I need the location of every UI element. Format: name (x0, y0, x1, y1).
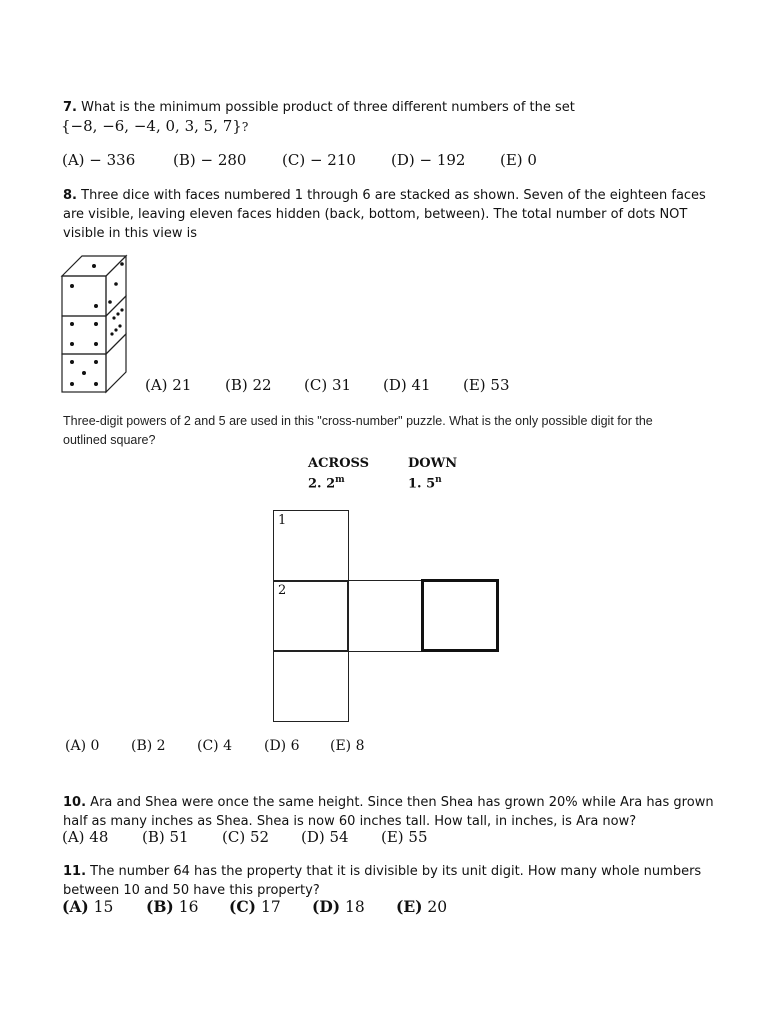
down-clue-text: 1. 5$^n$ (408, 475, 442, 492)
q8-line3: visible in this view is (63, 226, 197, 241)
q9-choices (0, 738, 768, 758)
dice-stack-figure (58, 254, 130, 396)
q11-choice-c: (C) 17 (229, 897, 281, 916)
q10-number: 10. (63, 795, 87, 810)
dot (94, 342, 98, 346)
q10-choice-e: (E) 55 (381, 828, 428, 846)
q8-choice-b: (B) 22 (225, 376, 272, 394)
q10-choice-d: (D) 54 (301, 828, 349, 846)
dot (70, 360, 74, 364)
q7-set (61, 117, 248, 135)
dot (94, 304, 98, 308)
dot (116, 312, 119, 315)
q7-text (63, 98, 743, 117)
q11-line2: between 10 and 50 have this property? (63, 883, 320, 898)
across-label: ACROSS (308, 456, 370, 471)
q9-choice-b: (B) 2 (131, 738, 166, 754)
q7-number: 7. (63, 100, 77, 115)
dot (120, 262, 124, 266)
dot (110, 332, 113, 335)
q9-line1: Three-digit powers of 2 and 5 are used in this "cross-number" puzzle. What is the only possible digit for the (63, 414, 653, 428)
dot (118, 324, 121, 327)
grid-cell-1 (273, 510, 349, 582)
grid-cell-bottom (273, 650, 349, 722)
q9-choice-e: (E) 8 (330, 738, 365, 754)
q10-text (63, 793, 753, 831)
dot (94, 322, 98, 326)
down-label: DOWN (408, 456, 458, 471)
q9-choice-a: (A) 0 (65, 738, 100, 754)
q7-qmark: ? (241, 120, 249, 134)
dot (120, 308, 123, 311)
dot (94, 360, 98, 364)
q7-choice-c: (C) − 210 (282, 151, 356, 169)
dot (70, 322, 74, 326)
q8-text (63, 186, 753, 243)
q10-choice-b: (B) 51 (142, 828, 189, 846)
q7-set-values: {−8, −6, −4, 0, 3, 5, 7} (61, 117, 242, 135)
q11-line1: The number 64 has the property that it is divisible by its unit digit. How many whole numbers (90, 864, 702, 879)
dot (70, 284, 74, 288)
grid-cell-2 (273, 580, 349, 652)
dot (82, 371, 86, 375)
q10-line2: half as many inches as Shea. Shea is now 60 inches tall. How tall, in inches, is Ara now? (63, 814, 637, 829)
dot (112, 316, 115, 319)
q7-choice-d: (D) − 192 (391, 151, 466, 169)
q7-choice-a: (A) − 336 (62, 151, 136, 169)
q7-choices (0, 151, 768, 173)
q9-choice-d: (D) 6 (264, 738, 300, 754)
outlined-square (421, 579, 499, 652)
q11-choice-a: (A) 15 (62, 897, 114, 916)
q8-line1: Three dice with faces numbered 1 through 6 are stacked as shown. Seven of the eighteen faces (81, 188, 706, 203)
q9-text (63, 412, 753, 450)
q8-number: 8. (63, 188, 77, 203)
q11-choice-e: (E) 20 (396, 897, 448, 916)
dot (114, 328, 117, 331)
q8-choice-c: (C) 31 (304, 376, 352, 394)
dot (92, 264, 96, 268)
q8-choice-d: (D) 41 (383, 376, 431, 394)
q11-choices (0, 897, 768, 919)
across-clue (308, 455, 369, 492)
q9-line2: outlined square? (63, 433, 156, 447)
grid-cell-middle (347, 580, 423, 652)
dot (108, 300, 112, 304)
q7-choice-e: (E) 0 (500, 151, 537, 169)
die2-side (106, 296, 126, 354)
q11-text (63, 862, 753, 900)
cell-number-1: 1 (278, 513, 287, 528)
q11-choice-d: (D) 18 (312, 897, 365, 916)
die1-front (62, 276, 106, 316)
q10-choices (0, 828, 768, 850)
q11-choice-b: (B) 16 (146, 897, 199, 916)
q10-choice-c: (C) 52 (222, 828, 270, 846)
q8-line2: are visible, leaving eleven faces hidden (back, bottom, between). The total number of dots NOT (63, 207, 688, 222)
q9-choice-c: (C) 4 (197, 738, 232, 754)
q11-number: 11. (63, 864, 87, 879)
dot (114, 282, 118, 286)
down-clue (408, 455, 457, 492)
cell-number-2: 2 (278, 583, 287, 598)
q7-choice-b: (B) − 280 (173, 151, 247, 169)
q8-choices (0, 376, 768, 398)
dot (70, 342, 74, 346)
q7-prompt: What is the minimum possible product of three different numbers of the set (81, 100, 575, 115)
q10-choice-a: (A) 48 (62, 828, 109, 846)
die2-front (62, 316, 106, 354)
q10-line1: Ara and Shea were once the same height. Since then Shea has grown 20% while Ara has grown (90, 795, 714, 810)
q8-choice-a: (A) 21 (145, 376, 192, 394)
q8-choice-e: (E) 53 (463, 376, 510, 394)
across-clue-text: 2. 2$^m$ (308, 475, 345, 492)
